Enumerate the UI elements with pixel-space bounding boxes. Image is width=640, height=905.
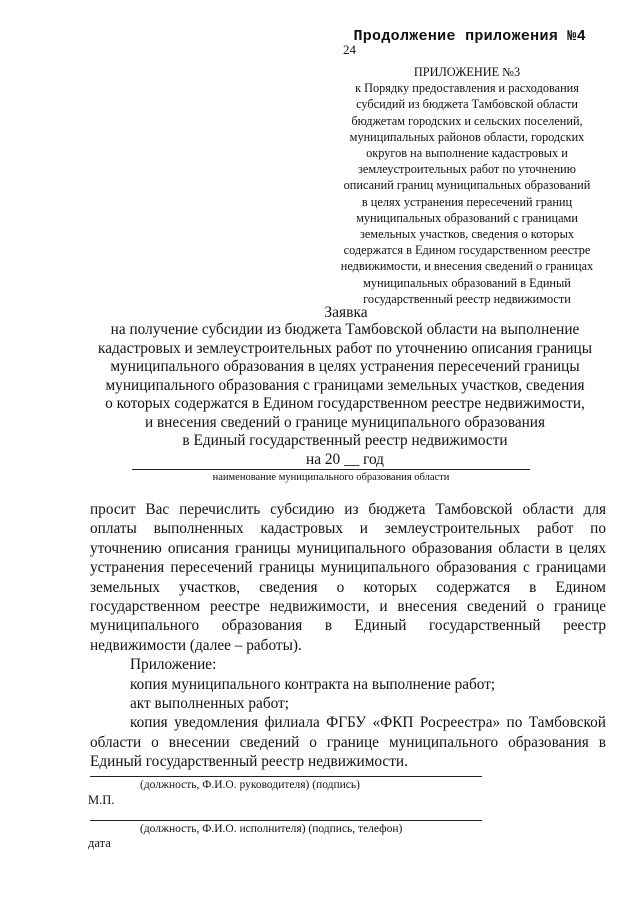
date-label: дата — [88, 836, 111, 850]
page-number: 24 — [343, 42, 356, 57]
attachments-label: Приложение: — [130, 656, 217, 674]
municipality-name-line — [132, 469, 530, 470]
body-line: земельных участков, сведения о которых содержатся в Едином — [90, 578, 606, 596]
subject-line: в Единый государственный реестр недвижимости — [182, 432, 508, 449]
subject-line: о которых содержатся в Едином государственном реестре недвижимости, — [105, 395, 585, 412]
appendix-line: бюджетам городских и сельских поселений, — [351, 113, 583, 128]
subject-line: на получение субсидии из бюджета Тамбовской области на выполнение — [110, 321, 580, 338]
subject-year-line: на 20 __ год — [306, 450, 384, 468]
appendix-line: муниципальных районов области, городских — [349, 129, 585, 144]
body-line: муниципального образования в Единый государственный реестр — [90, 617, 606, 635]
body-line: оплаты выполненных кадастровых и землеустроительных работ по — [90, 520, 606, 538]
attachment-item-continued: Единый государственный реестр недвижимости. — [90, 753, 408, 771]
request-body — [90, 500, 606, 772]
attachment-item: акт выполненных работ; — [130, 695, 289, 713]
body-line: просит Вас перечислить субсидию из бюджета Тамбовской области для — [90, 501, 606, 518]
subject-line: муниципального образования с границами земельных участков, сведения — [105, 376, 585, 394]
appendix-line: муниципальных образований в Единый — [363, 275, 571, 290]
appendix-line: государственный реестр недвижимости — [363, 291, 571, 306]
appendix-line: округов на выполнение кадастровых и — [366, 146, 568, 161]
appendix-line: недвижимости, и внесения сведений о границах — [340, 259, 594, 274]
appendix-line: субсидий из бюджета Тамбовской области — [356, 97, 578, 112]
executor-signature-line — [90, 820, 482, 821]
subject-line: кадастровых и землеустроительных работ по уточнению описания границы — [98, 339, 592, 357]
attachments-list — [90, 675, 606, 772]
continuation-header: Продолжение приложения №4 — [353, 28, 586, 45]
executor-signature-caption: (должность, Ф.И.О. исполнителя) (подпись, телефон) — [140, 823, 403, 835]
head-signature-caption: (должность, Ф.И.О. руководителя) (подпись) — [140, 779, 360, 791]
appendix-line: земельных участков, сведения о которых — [359, 227, 574, 242]
subject-line: и внесения сведений о границе муниципального образования — [144, 413, 546, 431]
body-line: уточнению описания границы муниципального образования области в целях — [90, 539, 606, 557]
appendix-line: муниципальных образований с границами — [356, 210, 578, 225]
body-line: государственном реестре недвижимости, и внесения сведений о границе — [90, 598, 606, 616]
appendix-line: землеустроительных работ по уточнению — [358, 162, 576, 177]
application-subject — [65, 321, 625, 469]
body-line: недвижимости (далее – работы). — [90, 636, 302, 654]
head-signature-line — [90, 776, 482, 777]
body-line: устранения пересечений границы муниципального образования с границами — [90, 559, 606, 577]
application-title: Заявка — [324, 304, 368, 321]
appendix-block — [318, 64, 616, 307]
attachment-item-continued: области о внесении сведений о границе муниципального образования в — [90, 733, 606, 751]
subject-line: муниципального образования в целях устранения пересечений границы — [110, 358, 580, 375]
appendix-title: ПРИЛОЖЕНИЕ №3 — [413, 65, 521, 79]
appendix-line: содержатся в Едином государственном реестре — [343, 243, 591, 258]
attachment-item: копия муниципального контракта на выполнение работ; — [130, 675, 496, 693]
stamp-label: М.П. — [88, 793, 115, 807]
municipality-caption: наименование муниципального образования области — [212, 472, 450, 483]
appendix-line: описаний границ муниципальных образований — [343, 178, 591, 193]
attachment-item: копия уведомления филиала ФГБУ «ФКП Росреестра» по Тамбовской — [130, 714, 606, 732]
appendix-line: к Порядку предоставления и расходования — [355, 81, 579, 96]
appendix-line: в целях устранения пересечений границ — [361, 194, 573, 209]
